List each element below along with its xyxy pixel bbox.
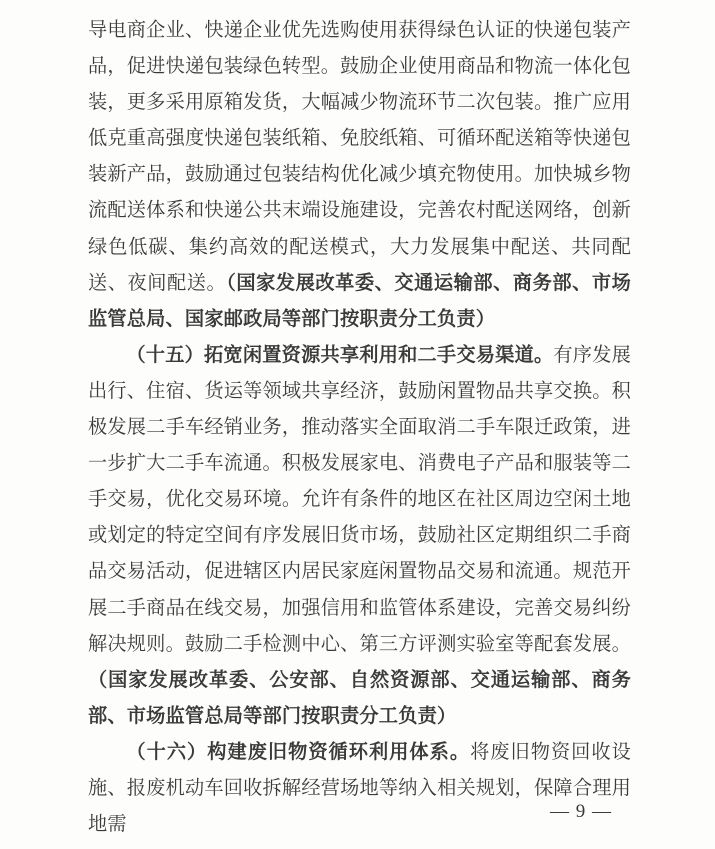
paragraph-item-16 (88, 735, 631, 843)
text-run: 有序发展出行、住宿、货运等领域共享经济，鼓励闲置物品共享交换。积极发展二手车经销业务，推动落实全面取消二手车限迁政策，进一步扩大二手车流通。积极发展家电、消费电子产品和服装等二手交易，优化交易环境。允许有条件的地区在社区周边空闲土地或划定的特定空间有序发展旧货市场，鼓励社区定期组织二手商品交易活动，促进辖区内居民家庭闲置物品交易和流通。规范开展二手商品在线交易，加强信用和监管体系建设，完善交易纠纷解决规则。鼓励二手检测中心、第三方评测实验室等配套发展。 (88, 344, 631, 655)
responsible-departments-note: （国家发展改革委、交通运输部、商务部、市场监管总局、国家邮政局等部门按职责分工负责） (88, 272, 631, 330)
paragraph-continued (88, 13, 631, 338)
section-heading: （十六）构建废旧物资循环利用体系。 (126, 741, 471, 763)
page-number: — 9 — (550, 801, 612, 822)
paragraph-item-15 (88, 338, 631, 735)
document-body (88, 13, 631, 843)
section-heading: （十五）拓宽闲置资源共享利用和二手交易渠道。 (126, 344, 554, 366)
text-run: 导电商企业、快递企业优先选购使用获得绿色认证的快递包装产品，促进快递包装绿色转型。鼓励企业使用商品和物流一体化包装，更多采用原箱发货，大幅减少物流环节二次包装。推广应用低克重高强度快递包装纸箱、免胶纸箱、可循环配送箱等快递包装新产品，鼓励通过包装结构优化减少填充物使用。加快城乡物流配送体系和快递公共末端设施建设，完善农村配送网络，创新绿色低碳、集约高效的配送模式，大力发展集中配送、共同配送、夜间配送。 (88, 20, 631, 294)
responsible-departments-note: （国家发展改革委、公安部、自然资源部、交通运输部、商务部、市场监管总局等部门按职责分工负责） (88, 669, 631, 727)
text-run: 将废旧物资回收设施、报废机动车回收拆解经营场地等纳入相关规划，保障合理用地需 (88, 741, 631, 836)
